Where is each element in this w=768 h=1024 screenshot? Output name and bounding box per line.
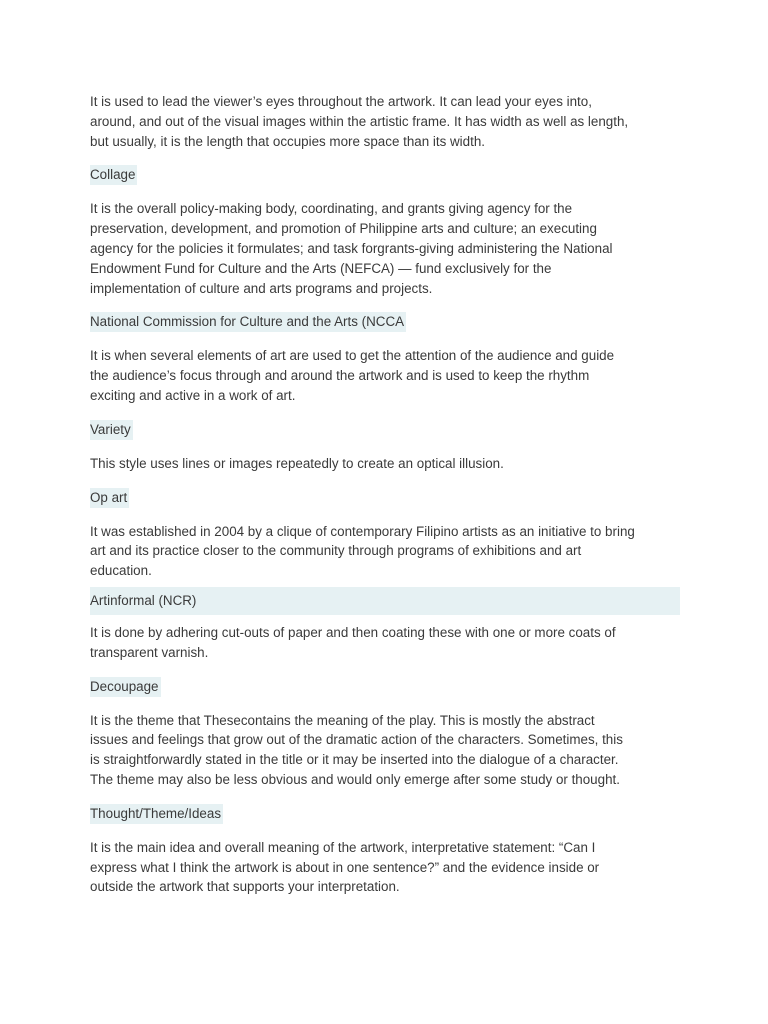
term-row <box>90 420 680 454</box>
definition-text: It was established in 2004 by a clique of contemporary Filipino artists as an initiative to bring art and its practice closer to the community through programs of exhibitions and art education. <box>90 523 635 579</box>
definition-text: It is when several elements of art are used to get the attention of the audience and guide the audience’s focus through and around the artwork and is used to keep the rhythm exciting and active in a work of art. <box>90 348 615 403</box>
definition-text: It is done by adhering cut-outs of paper and then coating these with one or more coats of transparent varnish. <box>90 624 616 660</box>
term-answer: Op art <box>90 488 129 508</box>
term-row <box>90 488 680 522</box>
term-row <box>90 677 680 711</box>
definition-text: It is used to lead the viewer’s eyes throughout the artwork. It can lead your eyes into, around, and out of the visual images within the artistic frame. It has width as well as length, but usually, it is the length that occupies more space than its width. <box>90 94 629 149</box>
definition-text: It is the main idea and overall meaning of the artwork, interpretative statement: “Can I express what I think the artwork is about in one sentence?” and the evidence inside or outside the artwork that supports your interpretation. <box>90 839 600 895</box>
definition-text: This style uses lines or images repeatedly to create an optical illusion. <box>90 455 504 471</box>
term-row <box>90 312 680 346</box>
term-answer: Decoupage <box>90 677 161 697</box>
term-answer: Thought/Theme/Ideas <box>90 804 223 824</box>
document-page <box>90 92 680 911</box>
term-row-highlighted <box>90 587 680 615</box>
definition-text: It is the overall policy-making body, coordinating, and grants giving agency for the preservation, development, and promotion of Philippine arts and culture; an executing agency for the policies it formulates; and task forgrants-giving administering the National Endowment Fund for Culture and the Arts (NEFCA) — fund exclusively for the implementation of culture and arts programs and projects. <box>90 201 613 296</box>
term-answer: Variety <box>90 420 133 440</box>
term-answer: Collage <box>90 165 137 185</box>
term-row <box>90 165 680 199</box>
term-answer: National Commission for Culture and the Arts (NCCA <box>90 312 406 332</box>
term-row <box>90 804 680 838</box>
term-answer: Artinformal (NCR) <box>90 587 680 615</box>
definition-text: It is the theme that Thesecontains the meaning of the play. This is mostly the abstract issues and feelings that grow out of the dramatic action of the characters. Sometimes, this is straightforwardly stated in the title or it may be inserted into the dialogue of a character. The theme may also be less obvious and would only emerge after some study or thought. <box>90 712 623 787</box>
